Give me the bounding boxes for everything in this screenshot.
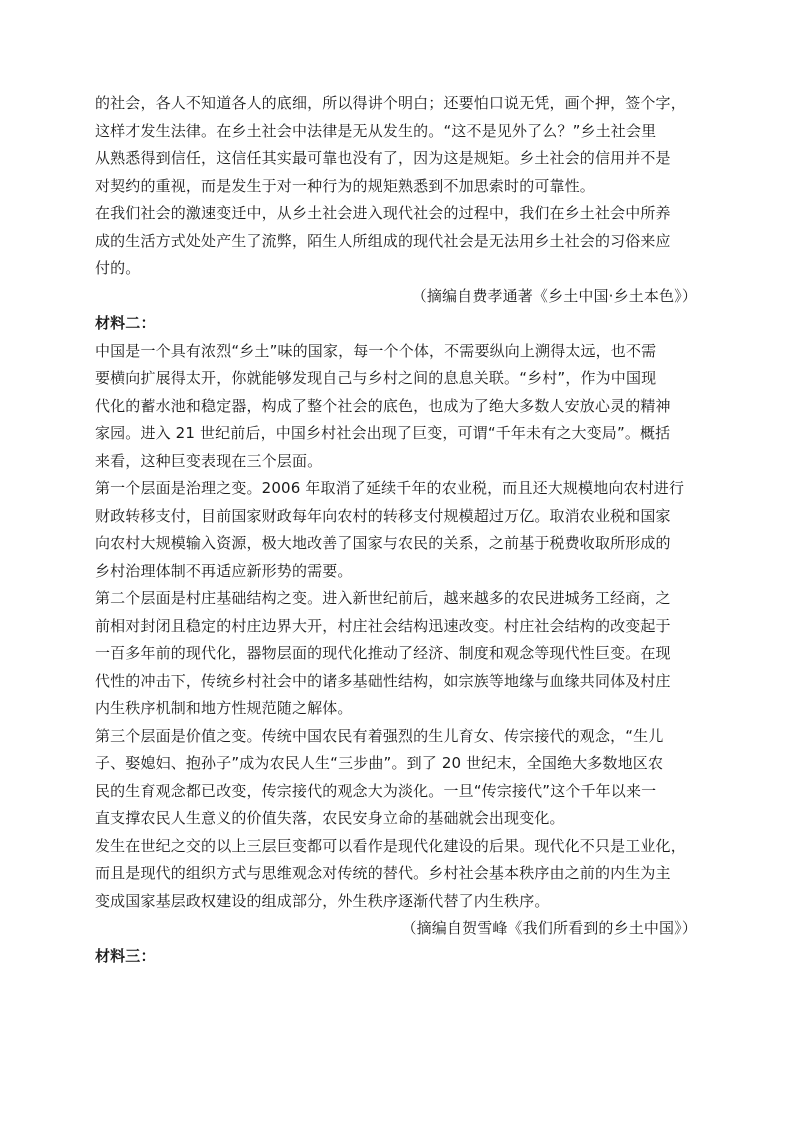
paragraph-line: 代化的蓄水池和稳定器，构成了整个社会的底色，也成为了绝大多数人安放心灵的精神: [95, 396, 671, 415]
paragraph-line: 直支撑农民人生意义的价值失落，农民安身立命的基础就会出现变化。: [95, 809, 565, 827]
paragraph-line: 从熟悉得到信任，这信任其实最可靠也没有了，因为这是规矩。乡土社会的信用并不是: [95, 149, 671, 167]
paragraph-line: 一百多年前的现代化，器物层面的现代化推动了经济、制度和观念等现代性巨变。在现: [95, 644, 671, 662]
paragraph-line: 变成国家基层政权建设的组成部分，外生秩序逐渐代替了内生秩序。: [95, 891, 550, 910]
material-1-section: [95, 90, 707, 310]
paragraph-line: 子、娶媳妇、抱孙子”成为农民人生“三步曲”。到了 20 世纪末，全国绝大多数地区农: [95, 754, 664, 772]
paragraph-line: 而且是现代的组织方式与思维观念对传统的替代。乡村社会基本秩序由之前的内生为主: [95, 864, 671, 882]
paragraph-line: 代性的冲击下，传统乡村社会中的诸多基础性结构，如宗族等地缘与血缘共同体及村庄: [95, 671, 671, 690]
paragraph-line: 乡村治理体制不再适应新形势的需要。: [95, 561, 353, 580]
paragraph-line: 民的生育观念都已改变，传宗接代的观念大为淡化。一旦“传宗接代”这个千年以来一: [95, 781, 657, 800]
paragraph-line: 第一个层面是治理之变。2006 年取消了延续千年的农业税，而且还大规模地向农村进行: [95, 479, 685, 497]
paragraph-line: 向农村大规模输入资源，极大地改善了国家与农民的关系，之前基于税费收取所形成的: [95, 534, 671, 552]
material-2-source: （摘编自贺雪峰《我们所看到的乡土中国》）: [401, 919, 697, 937]
material-3-heading: 材料三：: [95, 946, 156, 965]
paragraph-line: 内生秩序机制和地方性规范随之解体。: [95, 699, 353, 717]
material-2-section: [95, 310, 707, 943]
paragraph-line: 第二个层面是村庄基础结构之变。进入新世纪前后，越来越多的农民进城务工经商，之: [95, 589, 671, 607]
paragraph-line: 家园。进入 21 世纪前后，中国乡村社会出现了巨变，可谓“千年未有之大变局”。概括: [95, 424, 671, 442]
paragraph-line: 财政转移支付，目前国家财政每年向农村的转移支付规模超过万亿。取消农业税和国家: [95, 506, 671, 525]
paragraph-line: 对契约的重视，而是发生于对一种行为的规矩熟悉到不加思索时的可靠性。: [95, 176, 595, 195]
material-1-source: （摘编自费孝通著《乡土中国·乡土本色》）: [411, 286, 697, 305]
paragraph-line: 在我们社会的激速变迁中，从乡土社会进入现代社会的过程中，我们在乡土社会中所养: [95, 204, 671, 222]
material-3-section: [95, 943, 707, 971]
paragraph-line: 这样才发生法律。在乡土社会中法律是无从发生的。“这不是见外了么？”乡土社会里: [95, 121, 657, 140]
paragraph-line: 成的生活方式处处产生了流弊，陌生人所组成的现代社会是无法用乡土社会的习俗来应: [95, 231, 671, 250]
paragraph-line: 来看，这种巨变表现在三个层面。: [95, 451, 323, 470]
paragraph-line: 要横向扩展得太开，你就能够发现自己与乡村之间的息息关联。“乡村”，作为中国现: [95, 369, 657, 387]
paragraph-line: 的社会，各人不知道各人的底细，所以得讲个明白；还要怕口说无凭，画个押，签个字，: [95, 94, 686, 112]
paragraph-line: 发生在世纪之交的以上三层巨变都可以看作是现代化建设的后果。现代化不只是工业化，: [95, 836, 686, 855]
paragraph-line: 付的。: [95, 259, 141, 277]
document-body: [95, 90, 707, 970]
paragraph-line: 前相对封闭且稳定的村庄边界大开，村庄社会结构迅速改变。村庄社会结构的改变起于: [95, 616, 671, 635]
paragraph-line: 第三个层面是价值之变。传统中国农民有着强烈的生儿育女、传宗接代的观念，“生儿: [95, 726, 664, 745]
paragraph-line: 中国是一个具有浓烈“乡土”味的国家，每一个个体，不需要纵向上溯得太远，也不需: [95, 341, 657, 360]
material-2-heading: 材料二：: [95, 314, 156, 332]
